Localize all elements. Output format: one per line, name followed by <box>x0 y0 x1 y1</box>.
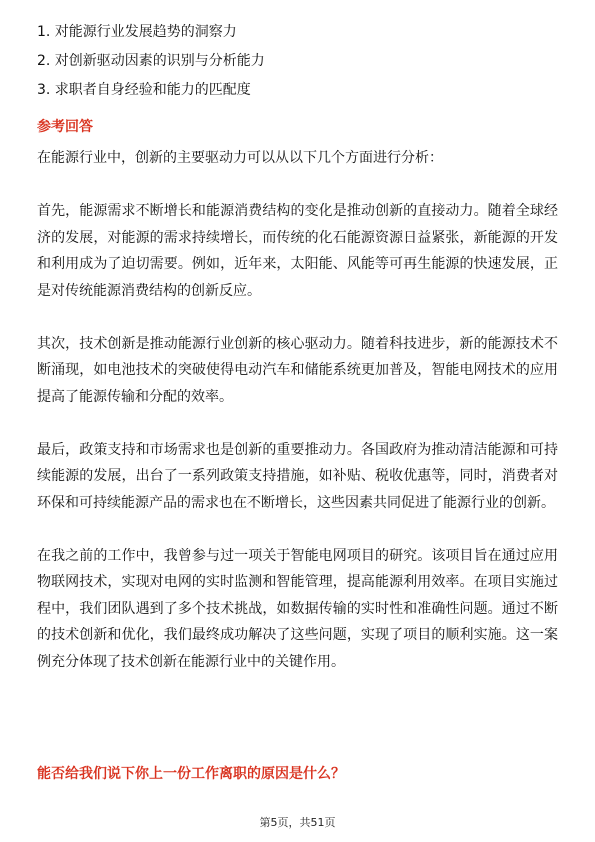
answer-intro: 在能源行业中，创新的主要驱动力可以从以下几个方面进行分析： <box>37 150 443 166</box>
answer-paragraph: 最后，政策支持和市场需求也是创新的重要推动力。各国政府为推动清洁能源和可持续能源的发展，出台了一系列政策支持措施，如补贴、税收优惠等，同时，消费者对环保和可持续能源产品的需求也在不断增长，这些因素共同促进了能源行业的创新。 <box>37 441 558 511</box>
answer-paragraph: 在我之前的工作中，我曾参与过一项关于智能电网项目的研究。该项目旨在通过应用物联网技术，实现对电网的实时监测和智能管理，提高能源利用效率。在项目实施过程中，我们团队遇到了多个技术挑战，如数据传输的实时性和准确性问题。通过不断的技术创新和优化，我们最终成功解决了这些问题，实现了项目的顺利实施。这一案例充分体现了技术创新在能源行业中的关键作用。 <box>37 547 558 670</box>
reference-answer-body <box>37 145 558 702</box>
answer-paragraph: 其次，技术创新是推动能源行业创新的核心驱动力。随着科技进步，新的能源技术不断涌现，如电池技术的突破使得电动汽车和储能系统更加普及，智能电网技术的应用提高了能源传输和分配的效率。 <box>37 335 558 405</box>
reference-answer-heading: 参考回答 <box>37 119 93 135</box>
next-question-heading: 能否给我们说下你上一份工作离职的原因是什么？ <box>37 766 345 782</box>
criteria-item: 3. 求职者自身经验和能力的匹配度 <box>37 82 251 98</box>
page-number: 第5页，共51页 <box>259 816 336 829</box>
answer-paragraph: 首先，能源需求不断增长和能源消费结构的变化是推动创新的直接动力。随着全球经济的发展，对能源的需求持续增长，而传统的化石能源资源日益紧张，新能源的开发和利用成为了迫切需要。例如，近年来，太阳能、风能等可再生能源的快速发展，正是对传统能源消费结构的创新反应。 <box>37 203 558 299</box>
criteria-item: 1. 对能源行业发展趋势的洞察力 <box>37 24 237 40</box>
criteria-item: 2. 对创新驱动因素的识别与分析能力 <box>37 53 265 69</box>
evaluation-criteria-list <box>37 22 557 109</box>
